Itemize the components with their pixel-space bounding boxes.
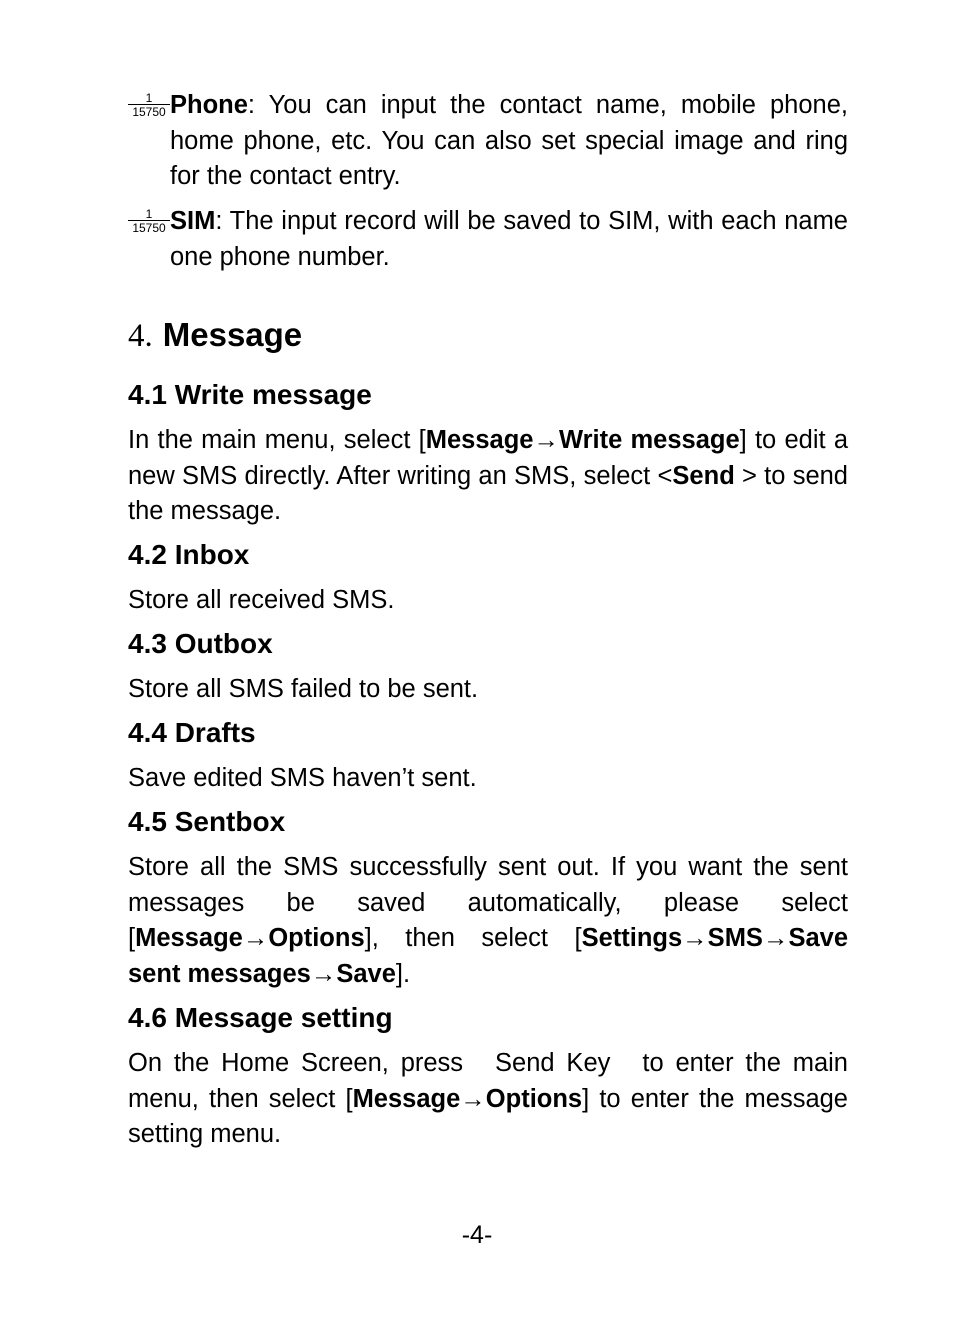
paragraph-drafts: Save edited SMS haven’t sent.: [128, 764, 477, 792]
bullet-sim-text: SIM: The input record will be saved to SIM, with each name one phone number.: [170, 207, 848, 271]
heading-sentbox: 4.5 Sentbox: [128, 806, 286, 837]
bullet-sim: [128, 204, 848, 275]
bullet-phone-text: Phone: You can input the contact name, mobile phone, home phone, etc. You can also set special image and ring for the contact entry.: [170, 91, 848, 190]
sim-label: SIM: [170, 207, 216, 235]
heading-inbox: 4.2 Inbox: [128, 539, 250, 570]
paragraph-inbox: Store all received SMS.: [128, 586, 395, 614]
heading-write-message: 4.1 Write message: [128, 379, 372, 410]
heading-outbox: 4.3 Outbox: [128, 628, 273, 659]
fraction-marker-icon: $\frac{1}{15750}$: [128, 208, 170, 234]
bullet-phone: [128, 88, 848, 195]
heading-drafts: 4.4 Drafts: [128, 717, 256, 748]
paragraph-outbox: Store all SMS failed to be sent.: [128, 675, 479, 703]
phone-label: Phone: [170, 91, 248, 119]
page-number: -4-: [461, 1221, 493, 1249]
fraction-marker-icon: $\frac{1}{15750}$: [128, 92, 170, 118]
section-title: Message: [162, 316, 303, 353]
heading-message-setting: 4.6 Message setting: [128, 1002, 393, 1033]
section-heading: [128, 314, 302, 357]
section-number: 4.: [128, 318, 153, 354]
paragraph-message-setting: On the Home Screen, press Send Key to enter the main menu, then select [Message→Options] to enter the message setting menu.: [128, 1049, 848, 1149]
paragraph-write-message: In the main menu, select [Message→Write message] to edit a new SMS directly. After writing an SMS, select <Send > to send the message.: [128, 426, 849, 526]
paragraph-sentbox: Store all the SMS successfully sent out. If you want the sent messages be saved automatically, please select [Message→Options], then select [Settings→SMS→Save sent messages→Save].: [128, 853, 848, 989]
